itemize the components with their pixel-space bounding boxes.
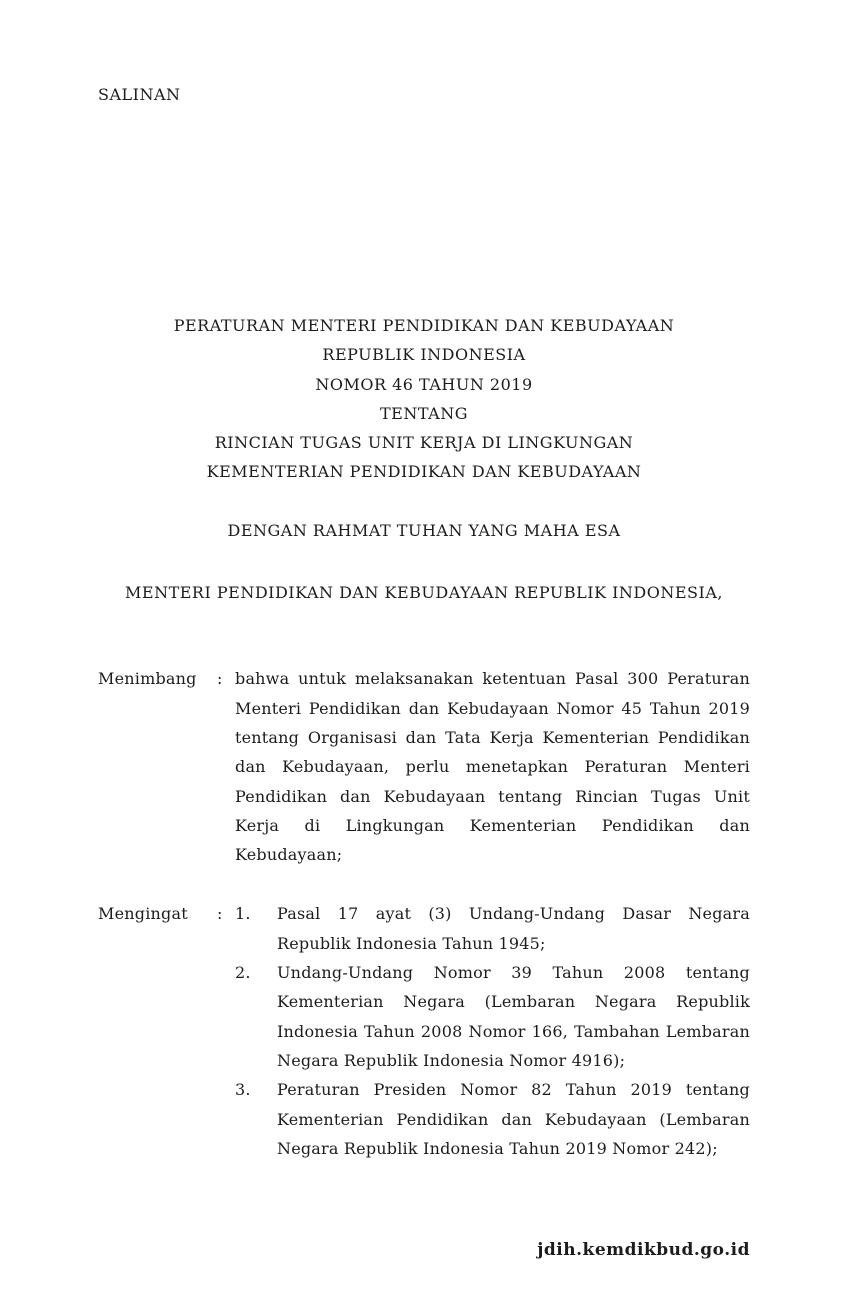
title-line-about: TENTANG bbox=[380, 403, 468, 423]
authority-line: MENTERI PENDIDIKAN DAN KEBUDAYAAN REPUBLIK INDONESIA, bbox=[125, 583, 723, 603]
invocation-line: DENGAN RAHMAT TUHAN YANG MAHA ESA bbox=[227, 520, 621, 540]
copy-stamp: SALINAN bbox=[98, 85, 181, 104]
title-line-subject-1: RINCIAN TUGAS UNIT KERJA DI LINGKUNGAN bbox=[214, 433, 634, 453]
considering-clause bbox=[98, 664, 750, 869]
legal-basis-number: 3. bbox=[235, 1080, 251, 1100]
legal-basis-text: Peraturan Presiden Nomor 82 Tahun 2019 tentang Kementerian Pendidikan dan Kebudayaan (Lembaran Negara Republik Indonesia Tahun 2019 Nomor 242); bbox=[277, 1080, 750, 1158]
considering-separator: : bbox=[217, 669, 223, 689]
considering-label: Menimbang bbox=[98, 669, 197, 689]
recalling-label: Mengingat bbox=[98, 904, 188, 924]
title-line-regulation: PERATURAN MENTERI PENDIDIKAN DAN KEBUDAYAAN bbox=[173, 316, 675, 335]
legal-basis-text: Pasal 17 ayat (3) Undang-Undang Dasar Negara Republik Indonesia Tahun 1945; bbox=[277, 904, 750, 953]
title-line-subject-2: KEMENTERIAN PENDIDIKAN DAN KEBUDAYAAN bbox=[206, 462, 642, 482]
legal-basis-item bbox=[235, 899, 750, 958]
recalling-separator: : bbox=[217, 904, 223, 924]
recalling-clause bbox=[98, 899, 750, 1163]
footer-url: jdih.kemdikbud.go.id bbox=[537, 1240, 750, 1260]
title-line-number: NOMOR 46 TAHUN 2019 bbox=[315, 374, 533, 394]
legal-basis-item bbox=[235, 958, 750, 1075]
legal-basis-number: 2. bbox=[235, 963, 251, 983]
legal-basis-number: 1. bbox=[235, 904, 251, 924]
document-title bbox=[98, 311, 750, 487]
considering-text: bahwa untuk melaksanakan ketentuan Pasal 300 Peraturan Menteri Pendidikan dan Kebudayaan Nomor 45 Tahun 2019 tentang Organisasi dan Tata Kerja Kementerian Pendidikan dan Kebudayaan, perlu menetapkan Peraturan Menteri Pendidikan dan Kebudayaan tentang Rincian Tugas Unit Kerja di Lingkungan Kementerian Pendidikan dan Kebudayaan; bbox=[235, 669, 750, 865]
title-line-republic: REPUBLIK INDONESIA bbox=[322, 345, 526, 365]
legal-basis-text: Undang-Undang Nomor 39 Tahun 2008 tentang Kementerian Negara (Lembaran Negara Republik Indonesia Tahun 2008 Nomor 166, Tambahan Lembaran Negara Republik Indonesia Nomor 4916); bbox=[277, 963, 750, 1070]
legal-basis-item bbox=[235, 1075, 750, 1163]
